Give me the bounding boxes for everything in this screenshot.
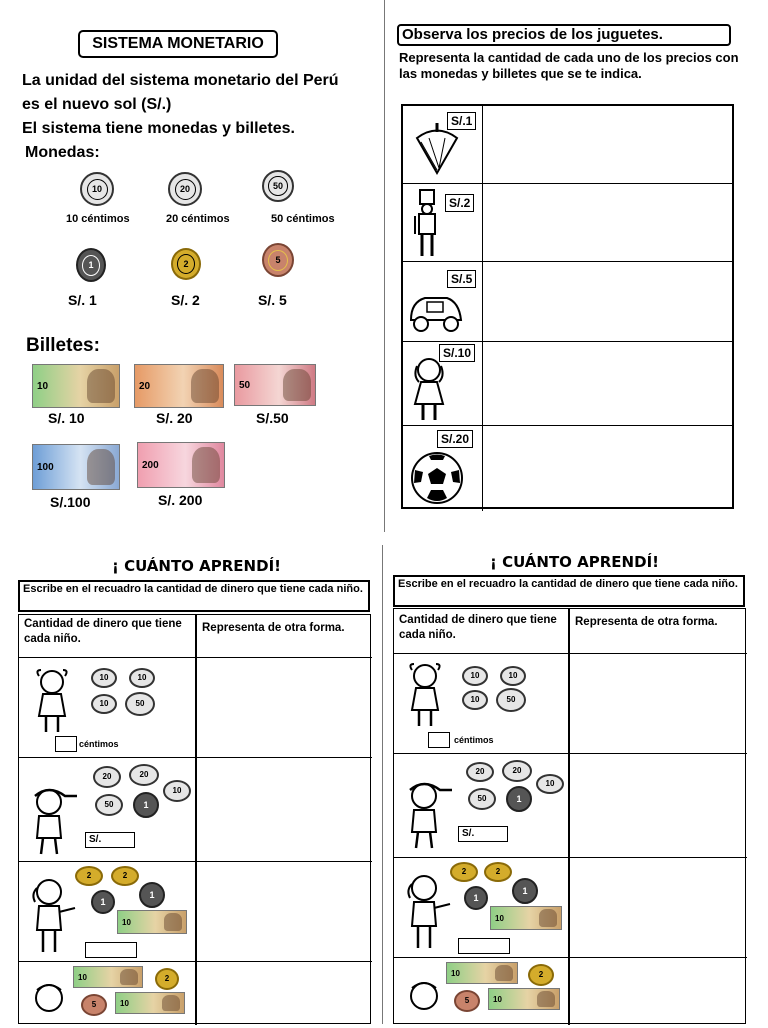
girl-waving-icon: [23, 874, 83, 958]
worksheet-instructions: Escribe en el recuadro la cantidad de dinero que tiene cada niño.: [18, 580, 370, 612]
coin-2-soles-icon: 2: [155, 968, 179, 990]
portrait: [164, 913, 182, 931]
boy-icon: [400, 976, 450, 1026]
portrait: [495, 965, 513, 981]
col-header-amount: Cantidad de dinero que tiene cada niño.: [399, 614, 557, 641]
portrait: [537, 991, 555, 1007]
portrait: [539, 909, 557, 927]
represent-area[interactable]: [570, 958, 747, 1026]
toy-row: [403, 184, 732, 262]
worksheet-table: [18, 614, 371, 1024]
portrait: [120, 969, 138, 985]
represent-area[interactable]: [570, 654, 747, 754]
toy-row: [403, 262, 732, 342]
coins-heading: Monedas:: [25, 144, 100, 161]
table-row: [19, 657, 372, 757]
coin-10-centimos-icon: 10: [462, 666, 488, 686]
coin-20-centimos-icon: 20: [129, 764, 159, 786]
coin-50-centimos-icon: 50: [125, 692, 155, 716]
coin-10-centimos-icon: 10: [91, 694, 117, 714]
coin-label: 10 céntimos: [66, 213, 130, 225]
bill-100-icon: [32, 444, 120, 490]
coin-label: 50 céntimos: [271, 213, 335, 225]
coin-label: S/. 5: [258, 292, 287, 308]
bottom-divider: [382, 545, 383, 1024]
worksheet-heading: ¡ CUÁNTO APRENDÍ!: [490, 553, 659, 571]
intro-line: El sistema tiene monedas y billetes.: [22, 120, 295, 137]
coin-1-sol-icon: 1: [512, 878, 538, 904]
represent-area[interactable]: [570, 754, 747, 858]
coin-1-sol-icon: 1: [139, 882, 165, 908]
bill-label: S/.50: [256, 410, 289, 426]
unit-label: céntimos: [454, 735, 494, 745]
table-row: [19, 757, 372, 861]
coin-2-soles-icon: [171, 248, 201, 280]
coin-face: 2: [177, 254, 195, 274]
col-header-represent: Representa de otra forma.: [202, 622, 345, 634]
bill-face: 10: [78, 972, 87, 982]
worksheet-heading: ¡ CUÁNTO APRENDÍ!: [112, 557, 281, 575]
bill-label: S/. 10: [48, 410, 85, 426]
toy-row: [403, 426, 732, 511]
toy-cell: [403, 342, 483, 425]
coin-1-sol-icon: 1: [133, 792, 159, 818]
top-divider: [384, 0, 385, 532]
represent-area[interactable]: [197, 758, 372, 862]
coin-20-centimos-icon: 20: [93, 766, 121, 788]
bill-10-icon: [73, 966, 143, 988]
coin-face: 1: [82, 255, 100, 276]
price-tag: S/.1: [447, 112, 476, 130]
coin-label: 20 céntimos: [166, 213, 230, 225]
coin-50-centimos-icon: 50: [95, 794, 123, 816]
coin-20-centimos-icon: 20: [466, 762, 494, 782]
coin-50-centimos-icon: 50: [496, 688, 526, 712]
represent-area[interactable]: [197, 658, 372, 758]
bill-face: 50: [239, 379, 251, 391]
coin-10-centimos-icon: 10: [500, 666, 526, 686]
toy-row: [403, 106, 732, 184]
bill-face: 20: [139, 380, 151, 392]
portrait: [87, 369, 115, 403]
toy-cell: [403, 106, 483, 183]
coin-10-centimos-icon: 10: [536, 774, 564, 794]
coin-10-centimos-icon: [80, 172, 114, 206]
bill-10-icon: [32, 364, 120, 408]
coin-1-sol-icon: 1: [506, 786, 532, 812]
toy-answer-area[interactable]: [484, 262, 732, 341]
portrait: [283, 369, 311, 401]
toys-title: Observa los precios de los juguetes.: [397, 24, 731, 46]
coin-2-soles-icon: 2: [111, 866, 139, 886]
intro-line: es el nuevo sol (S/.): [22, 96, 172, 113]
coin-1-sol-icon: 1: [91, 890, 115, 914]
table-row: [394, 957, 747, 1025]
table-row: [394, 857, 747, 957]
bill-10-icon: [115, 992, 185, 1014]
col-header-amount: Cantidad de dinero que tiene cada niño.: [24, 618, 182, 645]
bills-heading: Billetes:: [26, 335, 100, 356]
toy-cell: [403, 426, 483, 511]
toys-table: [401, 104, 734, 509]
coin-face: 20: [175, 179, 196, 200]
page-title: SISTEMA MONETARIO: [78, 30, 278, 58]
bill-face: 10: [495, 913, 504, 923]
boy-with-cap-icon: [396, 776, 456, 852]
represent-area[interactable]: [197, 962, 372, 1026]
coin-10-centimos-icon: 10: [163, 780, 191, 802]
price-tag: S/.5: [447, 270, 476, 288]
coin-50-centimos-icon: 50: [468, 788, 496, 810]
price-tag: S/.2: [445, 194, 474, 212]
bill-10-icon: [488, 988, 560, 1010]
worksheet-table: [393, 608, 746, 1024]
represent-area[interactable]: [570, 858, 747, 958]
unit-label: céntimos: [79, 739, 119, 749]
girl-waving-icon: [398, 870, 458, 954]
table-row: [19, 861, 372, 961]
bill-10-icon: [490, 906, 562, 930]
soccer-ball-icon: [409, 450, 465, 506]
doll-icon: [407, 356, 451, 424]
bill-10-icon: [446, 962, 518, 984]
bill-face: 100: [37, 461, 54, 473]
toy-soldier-icon: [407, 188, 447, 260]
coin-50-centimos-icon: [262, 170, 294, 202]
represent-area[interactable]: [197, 862, 372, 962]
portrait: [191, 369, 219, 403]
coin-label: S/. 1: [68, 292, 97, 308]
table-row: [394, 753, 747, 857]
toy-answer-area[interactable]: [484, 106, 732, 183]
answer-box[interactable]: S/.: [458, 826, 508, 842]
bill-face: 10: [122, 917, 131, 927]
coin-5-soles-icon: [262, 243, 294, 277]
coin-face: 10: [87, 179, 108, 200]
portrait: [162, 995, 180, 1011]
bill-face: 10: [120, 998, 129, 1008]
coin-5-soles-icon: 5: [454, 990, 480, 1012]
toy-answer-area[interactable]: [484, 184, 732, 261]
toy-car-icon: [407, 286, 465, 336]
price-tag: S/.10: [439, 344, 475, 362]
col-header-represent: Representa de otra forma.: [575, 616, 718, 628]
bill-50-icon: [234, 364, 316, 406]
coin-20-centimos-icon: 20: [502, 760, 532, 782]
coin-2-soles-icon: 2: [484, 862, 512, 882]
toy-answer-area[interactable]: [484, 342, 732, 425]
bill-20-icon: [134, 364, 224, 408]
coin-2-soles-icon: 2: [528, 964, 554, 986]
coin-1-sol-icon: [76, 248, 106, 282]
bill-face: 10: [37, 380, 49, 392]
bill-label: S/. 200: [158, 492, 203, 508]
bill-10-icon: [117, 910, 187, 934]
answer-box[interactable]: S/.: [85, 832, 135, 848]
coin-label: S/. 2: [171, 292, 200, 308]
coin-20-centimos-icon: [168, 172, 202, 206]
answer-box[interactable]: [55, 736, 77, 752]
price-tag: S/.20: [437, 430, 473, 448]
toy-row: [403, 342, 732, 426]
bill-face: 10: [493, 994, 502, 1004]
coin-10-centimos-icon: 10: [462, 690, 488, 710]
coin-2-soles-icon: 2: [450, 862, 478, 882]
bill-label: S/. 20: [156, 410, 193, 426]
toys-instructions: Representa la cantidad de cada uno de los precios con las monedas y billetes que se te indica.: [399, 50, 739, 81]
bill-label: S/.100: [50, 494, 91, 510]
coin-10-centimos-icon: 10: [129, 668, 155, 688]
answer-box[interactable]: [428, 732, 450, 748]
portrait: [87, 449, 115, 484]
boy-with-cap-icon: [21, 782, 81, 858]
answer-box[interactable]: [458, 938, 510, 954]
answer-box[interactable]: [85, 942, 137, 958]
toy-cell: [403, 184, 483, 261]
coin-5-soles-icon: 5: [81, 994, 107, 1016]
toy-cell: [403, 262, 483, 341]
girl-icon: [398, 660, 452, 730]
coin-face: 50: [268, 176, 288, 196]
bill-face: 10: [451, 968, 460, 978]
table-row: [394, 653, 747, 753]
girl-icon: [25, 666, 79, 736]
boy-icon: [25, 978, 75, 1028]
intro-line: La unidad del sistema monetario del Perú: [22, 72, 339, 89]
table-row: [19, 961, 372, 1025]
coin-1-sol-icon: 1: [464, 886, 488, 910]
coin-face: 5: [268, 250, 288, 271]
portrait: [192, 447, 220, 482]
bill-200-icon: [137, 442, 225, 488]
coin-10-centimos-icon: 10: [91, 668, 117, 688]
worksheet-instructions: Escribe en el recuadro la cantidad de dinero que tiene cada niño.: [393, 575, 745, 607]
coin-2-soles-icon: 2: [75, 866, 103, 886]
toy-answer-area[interactable]: [484, 426, 732, 511]
bill-face: 200: [142, 459, 159, 471]
